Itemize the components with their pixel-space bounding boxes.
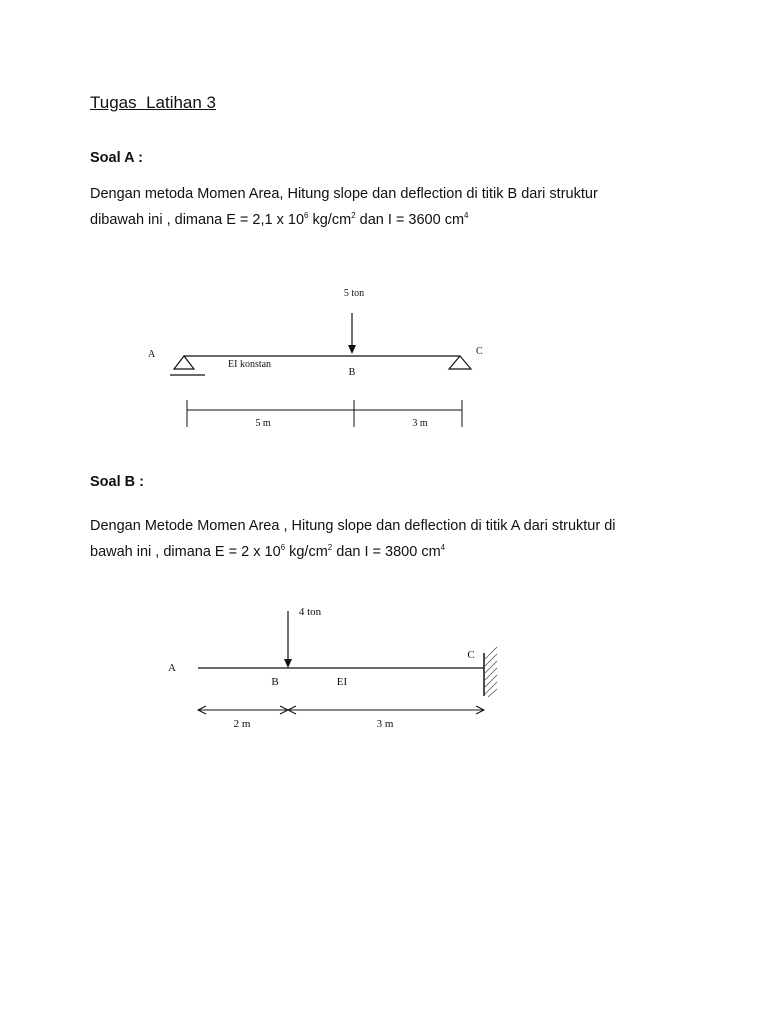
soal-b-line-1: Dengan Metode Momen Area , Hitung slope dan deflection di titik A dari struktur di [90, 518, 616, 534]
soal-b-load-label: 4 ton [298, 606, 322, 618]
soal-b-text [90, 513, 690, 565]
soal-a-point-a: A [148, 349, 156, 360]
soal-b-line-2: bawah ini , dimana E = 2 x $10^6$ $kg/cm^2$ dan I = 3800 $cm^4$ [90, 543, 446, 560]
soal-b-fixed-hatch [484, 647, 497, 697]
soal-b-point-a: A [168, 662, 176, 674]
soal-a-heading: Soal A : [90, 150, 143, 166]
soal-a-load-label: 5 ton [343, 288, 365, 299]
soal-b-point-c: C [467, 649, 475, 661]
soal-b-ei-label: EI [336, 676, 348, 688]
soal-b-heading: Soal B : [90, 474, 144, 490]
soal-a-line-1: Dengan metoda Momen Area, Hitung slope dan deflection di titik B dari struktur [90, 186, 598, 202]
soal-b-point-b: B [271, 676, 279, 688]
soal-b-span-bc: 3 m [376, 718, 394, 730]
soal-a-line-2: dibawah ini , dimana E = 2,1 x $10^6$ $kg/cm^2$ dan I = 3600 $cm^4$ [90, 211, 469, 228]
soal-a-point-c: C [476, 346, 483, 357]
soal-b-load-arrowhead [284, 659, 292, 668]
soal-a-ei-label: EI konstan [228, 359, 272, 370]
soal-a-span-ab: 5 m [255, 418, 271, 429]
soal-a-support-c [449, 356, 471, 369]
soal-b-span-ab: 2 m [233, 718, 251, 730]
soal-a-pin-support-a [174, 356, 194, 369]
soal-a-load-arrowhead [348, 345, 356, 354]
page-title: Tugas Latihan 3 [90, 93, 217, 112]
soal-a-point-b: B [348, 367, 356, 378]
soal-a-span-bc: 3 m [412, 418, 428, 429]
